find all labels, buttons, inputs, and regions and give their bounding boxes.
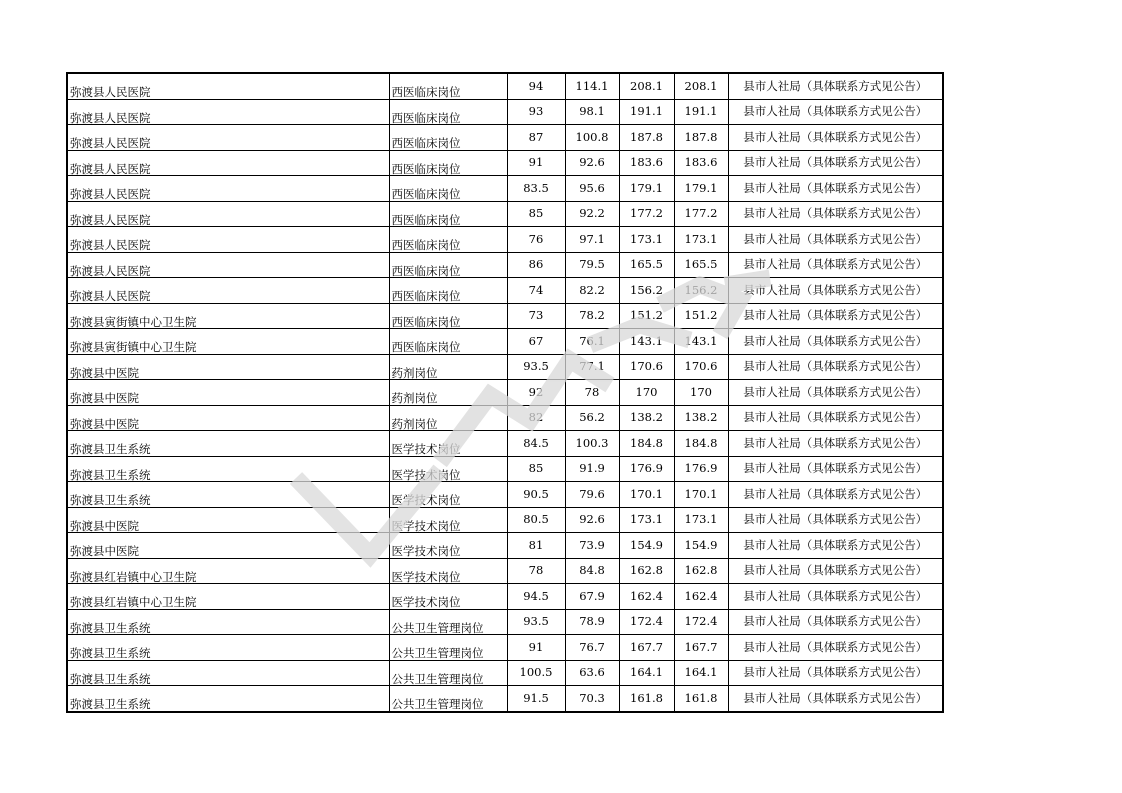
- written-score-cell: 73: [507, 303, 565, 329]
- final-score-cell: 162.4: [674, 584, 728, 610]
- table-row: [67, 609, 943, 635]
- unit-cell: 弥渡县寅街镇中心卫生院: [67, 303, 389, 329]
- written-score-cell: 84.5: [507, 431, 565, 457]
- unit-cell: 弥渡县中医院: [67, 405, 389, 431]
- position-cell: 西医临床岗位: [389, 278, 507, 304]
- contact-note-cell: 县市人社局（具体联系方式见公告）: [728, 584, 943, 610]
- unit-cell: 弥渡县人民医院: [67, 227, 389, 253]
- contact-note-cell: 县市人社局（具体联系方式见公告）: [728, 176, 943, 202]
- final-score-cell: 161.8: [674, 686, 728, 712]
- written-score-cell: 91: [507, 150, 565, 176]
- interview-score-cell: 100.8: [565, 125, 619, 151]
- total-score-cell: 162.8: [619, 558, 674, 584]
- total-score-cell: 138.2: [619, 405, 674, 431]
- table-row: [67, 482, 943, 508]
- total-score-cell: 187.8: [619, 125, 674, 151]
- contact-note-cell: 县市人社局（具体联系方式见公告）: [728, 278, 943, 304]
- position-cell: 公共卫生管理岗位: [389, 660, 507, 686]
- total-score-cell: 184.8: [619, 431, 674, 457]
- unit-cell: 弥渡县卫生系统: [67, 635, 389, 661]
- unit-cell: 弥渡县人民医院: [67, 201, 389, 227]
- unit-cell: 弥渡县人民医院: [67, 278, 389, 304]
- table-row: [67, 329, 943, 355]
- final-score-cell: 138.2: [674, 405, 728, 431]
- final-score-cell: 187.8: [674, 125, 728, 151]
- interview-score-cell: 76.1: [565, 329, 619, 355]
- total-score-cell: 151.2: [619, 303, 674, 329]
- position-cell: 西医临床岗位: [389, 303, 507, 329]
- table-row: [67, 278, 943, 304]
- score-table: [66, 72, 944, 713]
- interview-score-cell: 79.5: [565, 252, 619, 278]
- written-score-cell: 93: [507, 99, 565, 125]
- table-row: [67, 227, 943, 253]
- interview-score-cell: 77.1: [565, 354, 619, 380]
- table-row: [67, 456, 943, 482]
- unit-cell: 弥渡县人民医院: [67, 176, 389, 202]
- final-score-cell: 162.8: [674, 558, 728, 584]
- contact-note-cell: 县市人社局（具体联系方式见公告）: [728, 686, 943, 712]
- written-score-cell: 94.5: [507, 584, 565, 610]
- final-score-cell: 208.1: [674, 73, 728, 99]
- total-score-cell: 161.8: [619, 686, 674, 712]
- position-cell: 公共卫生管理岗位: [389, 609, 507, 635]
- final-score-cell: 165.5: [674, 252, 728, 278]
- table-row: [67, 201, 943, 227]
- position-cell: 西医临床岗位: [389, 99, 507, 125]
- final-score-cell: 156.2: [674, 278, 728, 304]
- interview-score-cell: 98.1: [565, 99, 619, 125]
- written-score-cell: 94: [507, 73, 565, 99]
- interview-score-cell: 114.1: [565, 73, 619, 99]
- contact-note-cell: 县市人社局（具体联系方式见公告）: [728, 660, 943, 686]
- final-score-cell: 184.8: [674, 431, 728, 457]
- written-score-cell: 90.5: [507, 482, 565, 508]
- written-score-cell: 81: [507, 533, 565, 559]
- final-score-cell: 170.1: [674, 482, 728, 508]
- position-cell: 医学技术岗位: [389, 558, 507, 584]
- written-score-cell: 93.5: [507, 354, 565, 380]
- written-score-cell: 87: [507, 125, 565, 151]
- written-score-cell: 78: [507, 558, 565, 584]
- final-score-cell: 167.7: [674, 635, 728, 661]
- total-score-cell: 191.1: [619, 99, 674, 125]
- written-score-cell: 92: [507, 380, 565, 406]
- unit-cell: 弥渡县人民医院: [67, 252, 389, 278]
- contact-note-cell: 县市人社局（具体联系方式见公告）: [728, 303, 943, 329]
- total-score-cell: 177.2: [619, 201, 674, 227]
- position-cell: 医学技术岗位: [389, 431, 507, 457]
- interview-score-cell: 91.9: [565, 456, 619, 482]
- position-cell: 西医临床岗位: [389, 329, 507, 355]
- final-score-cell: 170: [674, 380, 728, 406]
- unit-cell: 弥渡县卫生系统: [67, 686, 389, 712]
- unit-cell: 弥渡县人民医院: [67, 125, 389, 151]
- total-score-cell: 143.1: [619, 329, 674, 355]
- contact-note-cell: 县市人社局（具体联系方式见公告）: [728, 227, 943, 253]
- contact-note-cell: 县市人社局（具体联系方式见公告）: [728, 73, 943, 99]
- interview-score-cell: 100.3: [565, 431, 619, 457]
- unit-cell: 弥渡县人民医院: [67, 150, 389, 176]
- unit-cell: 弥渡县卫生系统: [67, 431, 389, 457]
- total-score-cell: 173.1: [619, 227, 674, 253]
- total-score-cell: 156.2: [619, 278, 674, 304]
- position-cell: 西医临床岗位: [389, 176, 507, 202]
- unit-cell: 弥渡县中医院: [67, 533, 389, 559]
- interview-score-cell: 95.6: [565, 176, 619, 202]
- contact-note-cell: 县市人社局（具体联系方式见公告）: [728, 150, 943, 176]
- interview-score-cell: 84.8: [565, 558, 619, 584]
- written-score-cell: 67: [507, 329, 565, 355]
- table-row: [67, 73, 943, 99]
- unit-cell: 弥渡县卫生系统: [67, 482, 389, 508]
- interview-score-cell: 82.2: [565, 278, 619, 304]
- contact-note-cell: 县市人社局（具体联系方式见公告）: [728, 354, 943, 380]
- contact-note-cell: 县市人社局（具体联系方式见公告）: [728, 431, 943, 457]
- final-score-cell: 173.1: [674, 507, 728, 533]
- total-score-cell: 176.9: [619, 456, 674, 482]
- position-cell: 医学技术岗位: [389, 507, 507, 533]
- position-cell: 医学技术岗位: [389, 482, 507, 508]
- interview-score-cell: 73.9: [565, 533, 619, 559]
- table-row: [67, 405, 943, 431]
- total-score-cell: 208.1: [619, 73, 674, 99]
- interview-score-cell: 67.9: [565, 584, 619, 610]
- unit-cell: 弥渡县人民医院: [67, 73, 389, 99]
- contact-note-cell: 县市人社局（具体联系方式见公告）: [728, 635, 943, 661]
- final-score-cell: 170.6: [674, 354, 728, 380]
- contact-note-cell: 县市人社局（具体联系方式见公告）: [728, 125, 943, 151]
- total-score-cell: 183.6: [619, 150, 674, 176]
- final-score-cell: 173.1: [674, 227, 728, 253]
- written-score-cell: 91: [507, 635, 565, 661]
- position-cell: 西医临床岗位: [389, 125, 507, 151]
- table-row: [67, 354, 943, 380]
- final-score-cell: 164.1: [674, 660, 728, 686]
- written-score-cell: 83.5: [507, 176, 565, 202]
- position-cell: 西医临床岗位: [389, 150, 507, 176]
- final-score-cell: 191.1: [674, 99, 728, 125]
- total-score-cell: 162.4: [619, 584, 674, 610]
- interview-score-cell: 78: [565, 380, 619, 406]
- contact-note-cell: 县市人社局（具体联系方式见公告）: [728, 380, 943, 406]
- unit-cell: 弥渡县人民医院: [67, 99, 389, 125]
- table-body: [67, 73, 943, 712]
- total-score-cell: 170: [619, 380, 674, 406]
- interview-score-cell: 92.6: [565, 507, 619, 533]
- table-row: [67, 303, 943, 329]
- table-row: [67, 431, 943, 457]
- final-score-cell: 172.4: [674, 609, 728, 635]
- contact-note-cell: 县市人社局（具体联系方式见公告）: [728, 558, 943, 584]
- unit-cell: 弥渡县卫生系统: [67, 660, 389, 686]
- written-score-cell: 86: [507, 252, 565, 278]
- unit-cell: 弥渡县中医院: [67, 354, 389, 380]
- final-score-cell: 183.6: [674, 150, 728, 176]
- table-row: [67, 252, 943, 278]
- position-cell: 西医临床岗位: [389, 252, 507, 278]
- total-score-cell: 173.1: [619, 507, 674, 533]
- contact-note-cell: 县市人社局（具体联系方式见公告）: [728, 201, 943, 227]
- interview-score-cell: 97.1: [565, 227, 619, 253]
- contact-note-cell: 县市人社局（具体联系方式见公告）: [728, 609, 943, 635]
- table-row: [67, 99, 943, 125]
- table-row: [67, 558, 943, 584]
- table-row: [67, 150, 943, 176]
- interview-score-cell: 76.7: [565, 635, 619, 661]
- position-cell: 公共卫生管理岗位: [389, 635, 507, 661]
- interview-score-cell: 92.6: [565, 150, 619, 176]
- interview-score-cell: 92.2: [565, 201, 619, 227]
- position-cell: 西医临床岗位: [389, 227, 507, 253]
- total-score-cell: 154.9: [619, 533, 674, 559]
- table-row: [67, 176, 943, 202]
- written-score-cell: 82: [507, 405, 565, 431]
- unit-cell: 弥渡县寅街镇中心卫生院: [67, 329, 389, 355]
- total-score-cell: 170.1: [619, 482, 674, 508]
- table-row: [67, 125, 943, 151]
- total-score-cell: 164.1: [619, 660, 674, 686]
- written-score-cell: 74: [507, 278, 565, 304]
- contact-note-cell: 县市人社局（具体联系方式见公告）: [728, 252, 943, 278]
- contact-note-cell: 县市人社局（具体联系方式见公告）: [728, 99, 943, 125]
- written-score-cell: 91.5: [507, 686, 565, 712]
- total-score-cell: 165.5: [619, 252, 674, 278]
- interview-score-cell: 63.6: [565, 660, 619, 686]
- contact-note-cell: 县市人社局（具体联系方式见公告）: [728, 329, 943, 355]
- contact-note-cell: 县市人社局（具体联系方式见公告）: [728, 405, 943, 431]
- total-score-cell: 172.4: [619, 609, 674, 635]
- interview-score-cell: 79.6: [565, 482, 619, 508]
- total-score-cell: 170.6: [619, 354, 674, 380]
- written-score-cell: 80.5: [507, 507, 565, 533]
- interview-score-cell: 78.2: [565, 303, 619, 329]
- interview-score-cell: 78.9: [565, 609, 619, 635]
- table-row: [67, 533, 943, 559]
- total-score-cell: 179.1: [619, 176, 674, 202]
- unit-cell: 弥渡县卫生系统: [67, 609, 389, 635]
- unit-cell: 弥渡县中医院: [67, 507, 389, 533]
- final-score-cell: 177.2: [674, 201, 728, 227]
- position-cell: 医学技术岗位: [389, 584, 507, 610]
- total-score-cell: 167.7: [619, 635, 674, 661]
- final-score-cell: 143.1: [674, 329, 728, 355]
- contact-note-cell: 县市人社局（具体联系方式见公告）: [728, 507, 943, 533]
- written-score-cell: 100.5: [507, 660, 565, 686]
- contact-note-cell: 县市人社局（具体联系方式见公告）: [728, 482, 943, 508]
- written-score-cell: 76: [507, 227, 565, 253]
- position-cell: 药剂岗位: [389, 380, 507, 406]
- unit-cell: 弥渡县红岩镇中心卫生院: [67, 584, 389, 610]
- table-row: [67, 507, 943, 533]
- position-cell: 西医临床岗位: [389, 201, 507, 227]
- final-score-cell: 179.1: [674, 176, 728, 202]
- final-score-cell: 176.9: [674, 456, 728, 482]
- unit-cell: 弥渡县中医院: [67, 380, 389, 406]
- unit-cell: 弥渡县红岩镇中心卫生院: [67, 558, 389, 584]
- interview-score-cell: 56.2: [565, 405, 619, 431]
- final-score-cell: 151.2: [674, 303, 728, 329]
- contact-note-cell: 县市人社局（具体联系方式见公告）: [728, 456, 943, 482]
- final-score-cell: 154.9: [674, 533, 728, 559]
- position-cell: 西医临床岗位: [389, 73, 507, 99]
- position-cell: 医学技术岗位: [389, 533, 507, 559]
- table-row: [67, 686, 943, 712]
- table-row: [67, 584, 943, 610]
- written-score-cell: 93.5: [507, 609, 565, 635]
- written-score-cell: 85: [507, 456, 565, 482]
- unit-cell: 弥渡县卫生系统: [67, 456, 389, 482]
- interview-score-cell: 70.3: [565, 686, 619, 712]
- table-row: [67, 635, 943, 661]
- position-cell: 药剂岗位: [389, 354, 507, 380]
- position-cell: 公共卫生管理岗位: [389, 686, 507, 712]
- position-cell: 医学技术岗位: [389, 456, 507, 482]
- contact-note-cell: 县市人社局（具体联系方式见公告）: [728, 533, 943, 559]
- table-row: [67, 660, 943, 686]
- table-row: [67, 380, 943, 406]
- position-cell: 药剂岗位: [389, 405, 507, 431]
- written-score-cell: 85: [507, 201, 565, 227]
